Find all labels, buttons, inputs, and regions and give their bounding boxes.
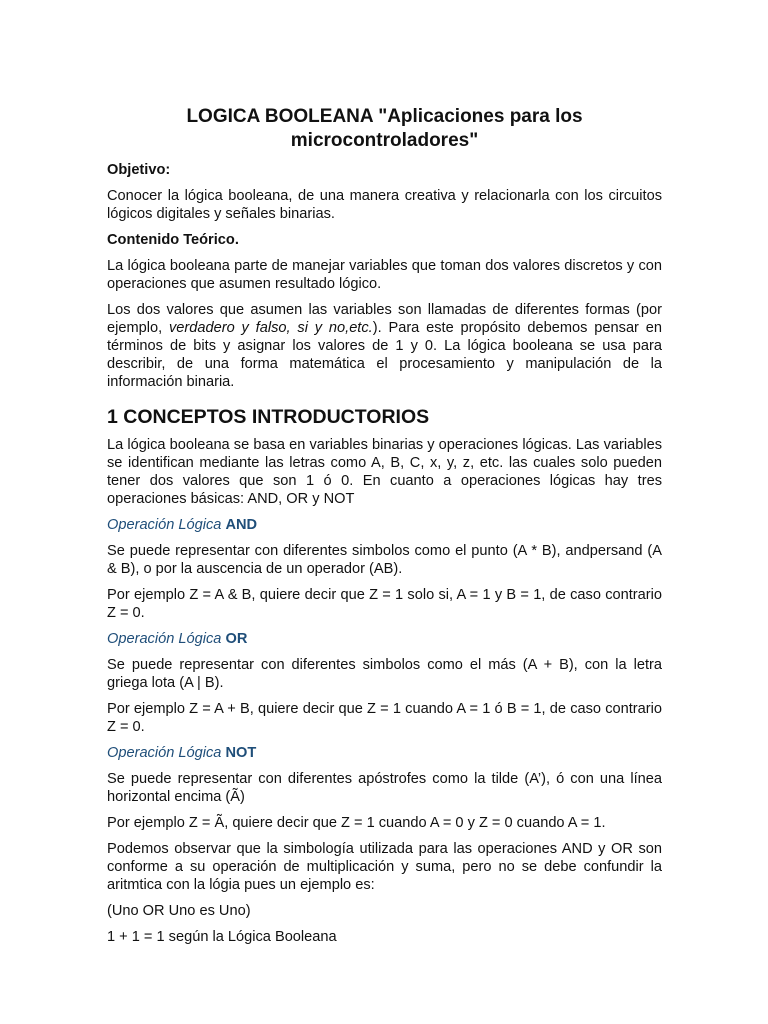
contenido-p2-start: Los dos valores que asumen las variables son llamadas de diferentes formas (por ejemplo, xyxy=(107,302,662,336)
not-heading xyxy=(107,744,662,762)
closing-paragraph-2: (Uno OR Uno es Uno) xyxy=(107,903,251,919)
or-heading-keyword: OR xyxy=(225,631,248,647)
and-heading-keyword: AND xyxy=(225,517,258,533)
document-page xyxy=(107,105,662,954)
section-1-heading: 1 CONCEPTOS INTRODUCTORIOS xyxy=(107,406,430,428)
and-paragraph-1: Se puede representar con diferentes simbolos como el punto (A * B), andpersand (A & B), o por la auscencia de un operador (AB). xyxy=(107,543,662,577)
contenido-p2-end: ). Para este propósito debemos pensar en términos de bits y asignar los valores de 1 y 0. La lógica booleana se usa para describir, de una forma matemática el procesamiento y manipulación de la información binaria. xyxy=(107,320,662,390)
not-paragraph-2: Por ejemplo Z = Ã, quiere decir que Z = 1 cuando A = 0 y Z = 0 cuando A = 1. xyxy=(107,815,606,831)
contenido-p2-emphasis: verdadero y falso, si y no,etc. xyxy=(169,320,373,336)
not-heading-keyword: NOT xyxy=(225,745,257,761)
and-paragraph-2: Por ejemplo Z = A & B, quiere decir que Z = 1 solo si, A = 1 y B = 1, de caso contrario Z = 0. xyxy=(107,587,662,621)
or-heading-prefix: Operación Lógica xyxy=(107,631,222,647)
objetivo-paragraph: Conocer la lógica booleana, de una manera creativa y relacionarla con los circuitos lógicos digitales y señales binarias. xyxy=(107,188,662,222)
not-paragraph-1: Se puede representar con diferentes apóstrofes como la tilde (A’), ó con una línea horizontal encima (Ã) xyxy=(107,771,662,805)
and-heading xyxy=(107,516,662,534)
not-heading-prefix: Operación Lógica xyxy=(107,745,222,761)
or-paragraph-2: Por ejemplo Z = A + B, quiere decir que Z = 1 cuando A = 1 ó B = 1, de caso contrario Z = 0. xyxy=(107,701,662,735)
contenido-paragraph-2 xyxy=(107,301,662,391)
contenido-label: Contenido Teórico. xyxy=(107,232,239,248)
contenido-paragraph-1: La lógica booleana parte de manejar variables que toman dos valores discretos y con operaciones que asumen resultado lógico. xyxy=(107,258,662,292)
section-1-paragraph: La lógica booleana se basa en variables binarias y operaciones lógicas. Las variables se identifican mediante las letras como A, B, C, x, y, z, etc. las cuales solo pueden tener dos valores que son 1 ó 0. En cuanto a operaciones lógicas hay tres operaciones básicas: AND, OR y NOT xyxy=(107,437,662,507)
document-title: LOGICA BOOLEANA "Aplicaciones para los microcontroladores" xyxy=(186,106,583,151)
closing-paragraph-3: 1 + 1 = 1 según la Lógica Booleana xyxy=(107,929,337,945)
closing-paragraph-1: Podemos observar que la simbología utilizada para las operaciones AND y OR son conforme a su operación de multiplicación y suma, pero no se debe confundir la aritmtica con la lógia pues un ejemplo es: xyxy=(107,841,662,893)
and-heading-prefix: Operación Lógica xyxy=(107,517,222,533)
or-paragraph-1: Se puede representar con diferentes simbolos como el más (A + B), con la letra griega lota (A | B). xyxy=(107,657,662,691)
or-heading xyxy=(107,630,662,648)
objetivo-label: Objetivo: xyxy=(107,162,171,178)
